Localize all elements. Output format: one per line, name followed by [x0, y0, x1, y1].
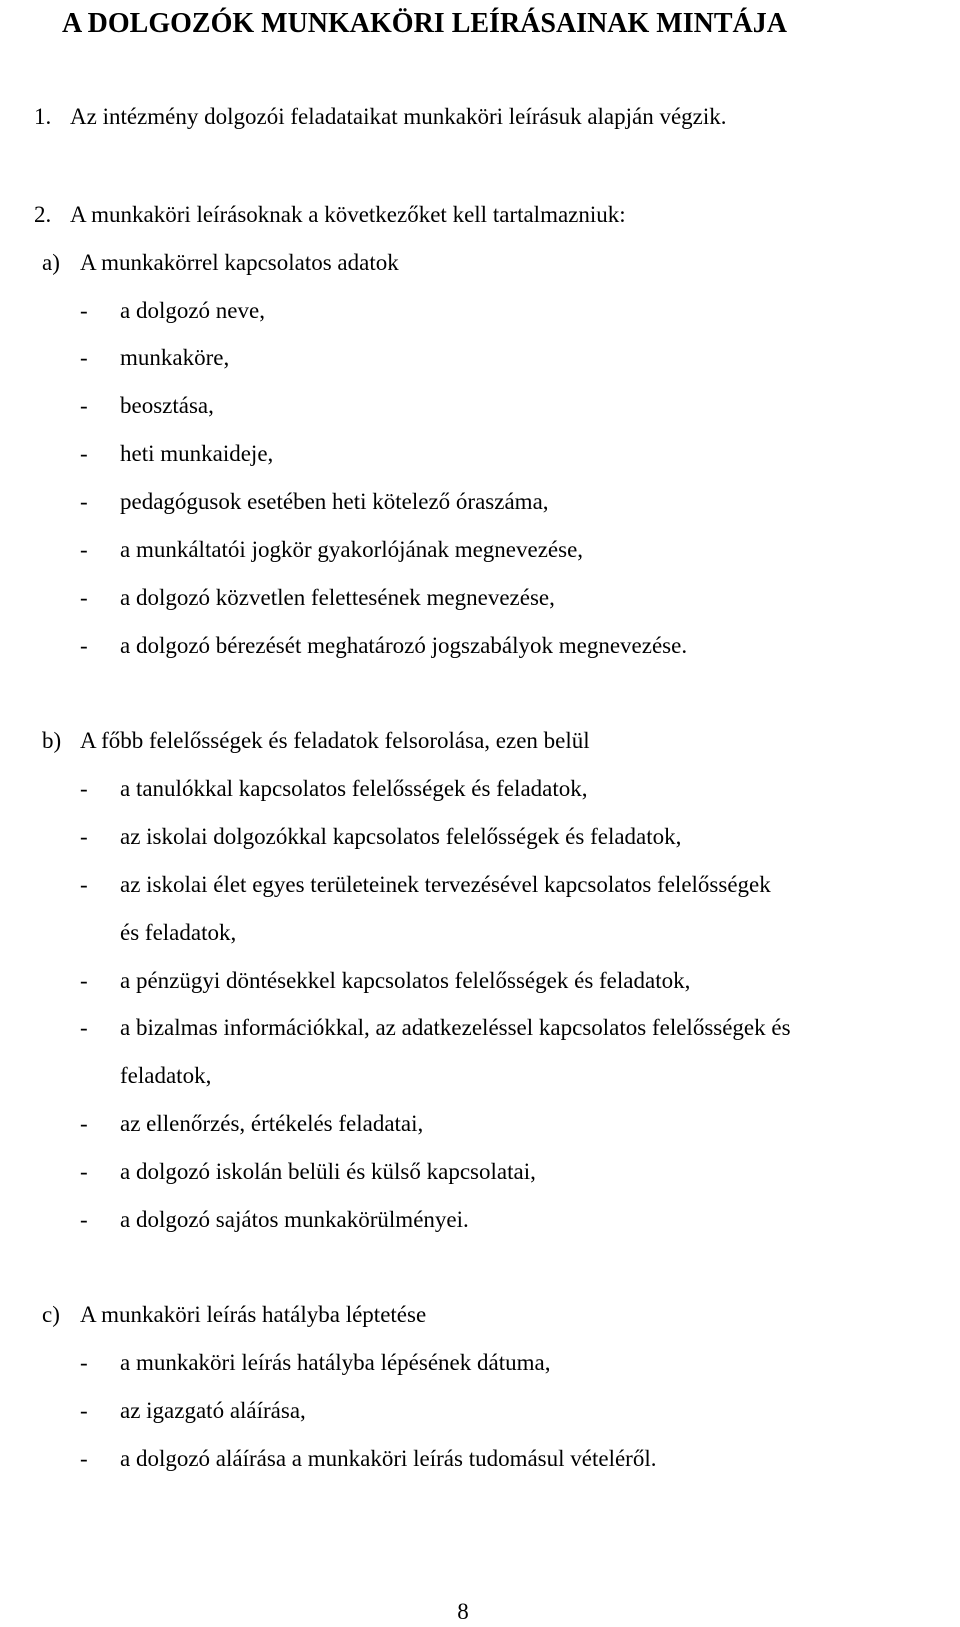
list-item-text: a munkaköri leírás hatályba lépésének dátuma,	[120, 1350, 551, 1375]
list-item-text: a dolgozó közvetlen felettesének megnevezése,	[120, 585, 555, 610]
list-item-text: a bizalmas információkkal, az adatkezeléssel kapcsolatos felelősségek és	[120, 1015, 791, 1040]
list-dash: -	[80, 1350, 88, 1375]
list-dash: -	[80, 585, 88, 610]
list-dash: -	[80, 968, 88, 993]
list-dash: -	[80, 776, 88, 801]
list-dash: -	[80, 872, 88, 897]
list-dash: -	[80, 1446, 88, 1471]
list-dash: -	[80, 1207, 88, 1232]
list-item-text: feladatok,	[120, 1063, 212, 1088]
list-item-text: a dolgozó aláírása a munkaköri leírás tudomásul vételéről.	[120, 1446, 657, 1471]
list-item-text: a dolgozó bérezését meghatározó jogszabályok megnevezése.	[120, 633, 688, 658]
list-item-text: a pénzügyi döntésekkel kapcsolatos felelősségek és feladatok,	[120, 968, 691, 993]
list-dash: -	[80, 824, 88, 849]
section-label: c)	[42, 1302, 60, 1327]
list-item-text: a tanulókkal kapcsolatos felelősségek és feladatok,	[120, 776, 588, 801]
list-dash: -	[80, 441, 88, 466]
section-label: a)	[42, 250, 60, 275]
list-dash: -	[80, 393, 88, 418]
list-item-text: a dolgozó sajátos munkakörülményei.	[120, 1207, 469, 1232]
list-dash: -	[80, 298, 88, 323]
section-label: b)	[42, 728, 62, 753]
list-item-text: a munkáltatói jogkör gyakorlójának megnevezése,	[120, 537, 584, 562]
list-item-text: és feladatok,	[120, 920, 237, 945]
list-dash: -	[80, 1398, 88, 1423]
list-item-text: az iskolai élet egyes területeinek tervezésével kapcsolatos felelősségek	[120, 872, 771, 897]
document-title: A DOLGOZÓK MUNKAKÖRI LEÍRÁSAINAK MINTÁJA	[62, 8, 787, 39]
list-item-text: pedagógusok esetében heti kötelező óraszáma,	[120, 489, 549, 514]
list-item-text: a dolgozó iskolán belüli és külső kapcsolatai,	[120, 1159, 536, 1184]
list-item-text: heti munkaideje,	[120, 441, 274, 466]
paragraph-number: 1.	[34, 104, 52, 129]
list-item-text: munkaköre,	[120, 345, 230, 370]
list-dash: -	[80, 633, 88, 658]
list-item-text: az iskolai dolgozókkal kapcsolatos felelősségek és feladatok,	[120, 824, 682, 849]
list-dash: -	[80, 1015, 88, 1040]
paragraph-number: 2.	[34, 202, 52, 227]
list-item-text: az ellenőrzés, értékelés feladatai,	[120, 1111, 424, 1136]
list-dash: -	[80, 489, 88, 514]
list-item-text: a dolgozó neve,	[120, 298, 265, 323]
list-dash: -	[80, 345, 88, 370]
page-number: 8	[457, 1599, 469, 1624]
list-dash: -	[80, 1111, 88, 1136]
section-heading: A főbb felelősségek és feladatok felsorolása, ezen belül	[80, 728, 590, 753]
list-item-text: az igazgató aláírása,	[120, 1398, 306, 1423]
list-dash: -	[80, 537, 88, 562]
section-heading: A munkaköri leírás hatályba léptetése	[80, 1302, 427, 1327]
paragraph-text: A munkaköri leírásoknak a következőket kell tartalmazniuk:	[70, 202, 626, 227]
section-heading: A munkakörrel kapcsolatos adatok	[80, 250, 399, 275]
list-dash: -	[80, 1159, 88, 1184]
paragraph-text: Az intézmény dolgozói feladataikat munkaköri leírásuk alapján végzik.	[70, 104, 727, 129]
list-item-text: beosztása,	[120, 393, 214, 418]
